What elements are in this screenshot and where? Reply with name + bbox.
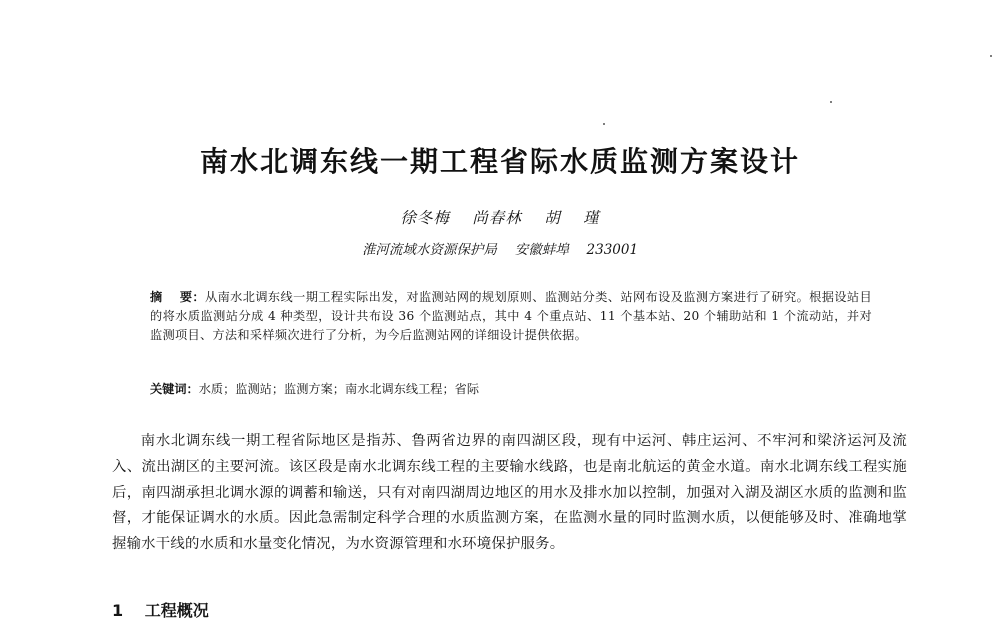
scan-speck <box>990 55 992 57</box>
abstract-label: 摘 要： <box>150 290 205 304</box>
intro-paragraph: 南水北调东线一期工程省际地区是指苏、鲁两省边界的南四湖区段，现有中运河、韩庄运河、不牢河和梁济运河及流入、流出湖区的主要河流。该区段是南水北调东线工程的主要输水线路，也是南北航运的黄金水道。南水北调东线工程实施后，南四湖承担北调水源的调蓄和输送，只有对南四湖周边地区的用水及排水加以控制，加强对入湖及湖区水质的监测和监督，才能保证调水的水质。因此急需制定科学合理的水质监测方案，在监测水量的同时监测水质，以便能够及时、准确地掌握输水干线的水质和水量变化情况，为水资源管理和水环境保护服务。 <box>112 433 907 553</box>
abstract <box>150 288 872 345</box>
keywords-label: 关键词： <box>150 382 199 396</box>
abstract-text: 从南水北调东线一期工程实际出发，对监测站网的规划原则、监测站分类、站网布设及监测方案进行了研究。根据设站目的将水质监测站分成 4 种类型，设计共布设 36 个监测站点，其中 4 个重点站、11 个基本站、20 个辅助站和 1 个流动站，并对监测项目、方法和采样频次进行了分析，为今后监测站网的详细设计提供依据。 <box>150 290 872 342</box>
scan-speck <box>830 101 832 103</box>
author-list: 徐冬梅 尚春林 胡 瑾 <box>400 209 600 227</box>
scan-speck <box>603 123 605 125</box>
paper-title: 南水北调东线一期工程省际水质监测方案设计 <box>199 145 800 178</box>
keywords-text: 水质；监测站；监测方案；南水北调东线工程；省际 <box>198 382 480 396</box>
keywords <box>150 380 872 399</box>
author-affiliation: 淮河流域水资源保护局 安徽蚌埠 233001 <box>361 242 639 258</box>
section-heading: 1 工程概况 <box>112 601 209 620</box>
